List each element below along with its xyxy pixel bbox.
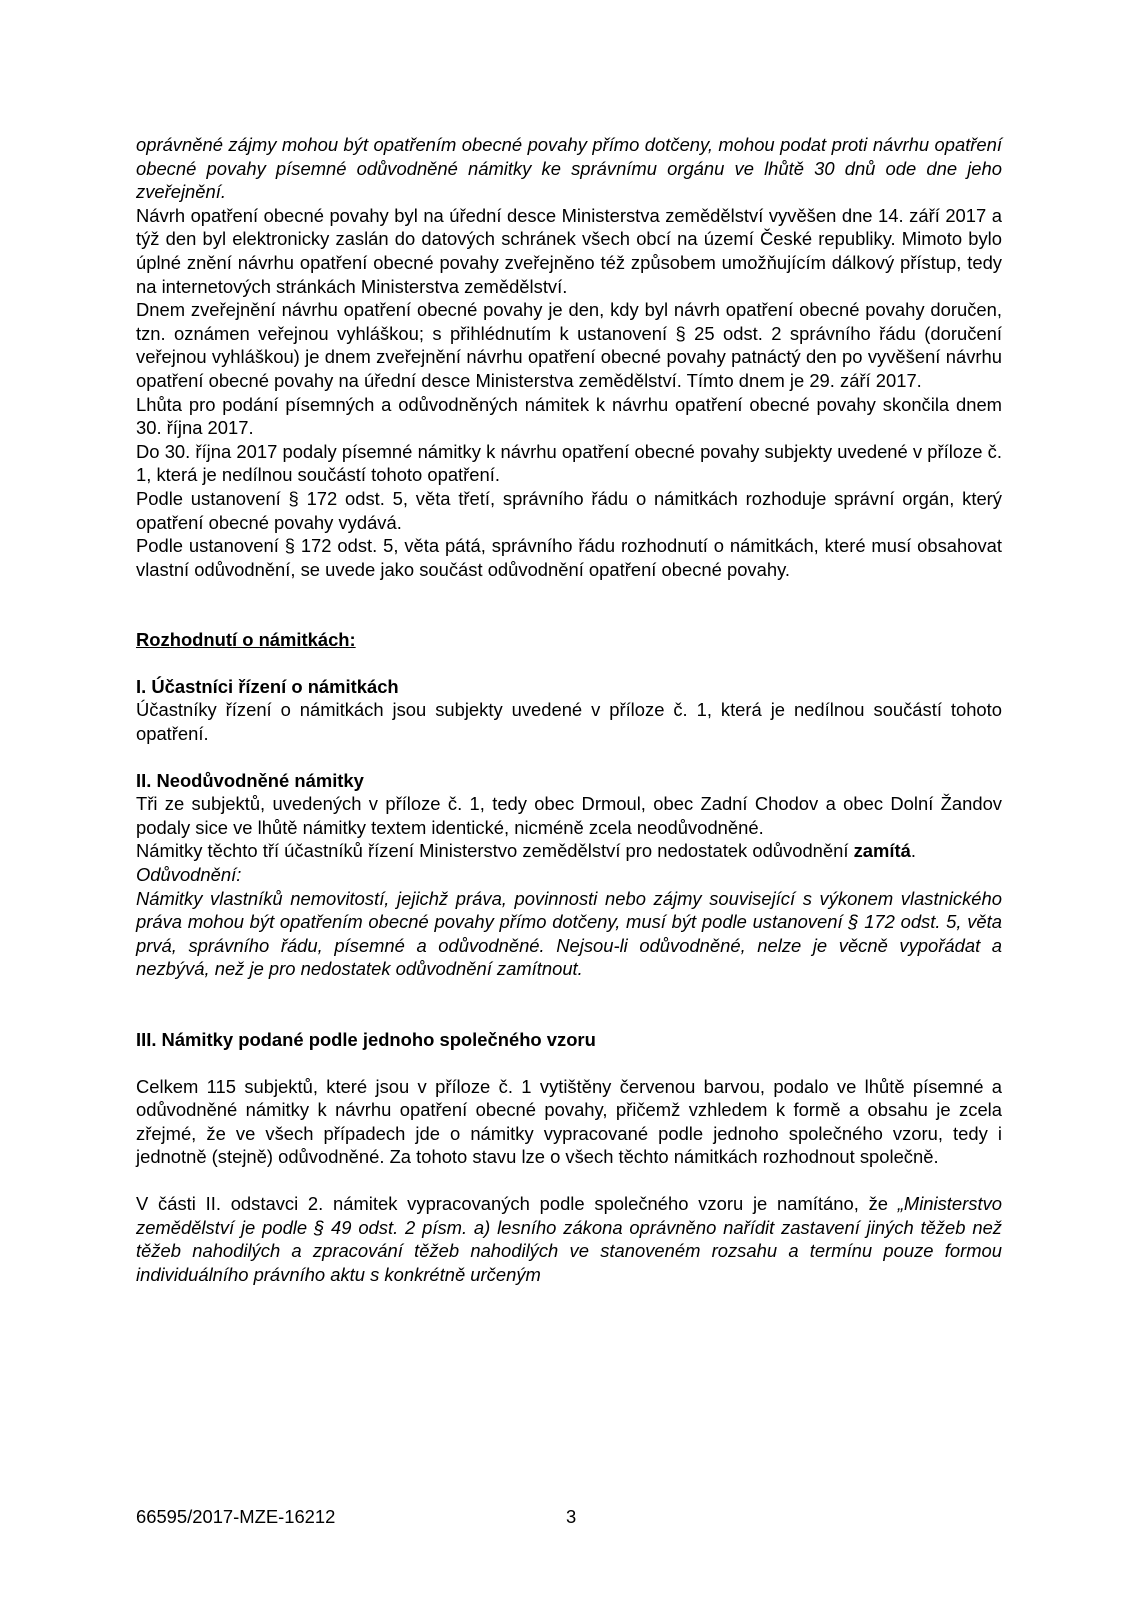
paragraph (136, 393, 1002, 440)
paragraph-text: Do 30. října 2017 podaly písemné námitky k návrhu opatření obecné povahy subjekty uvedené v příloze č. 1, která je nedílnou součástí tohoto opatření. (136, 440, 1002, 486)
spacer (136, 1052, 1002, 1075)
paragraph-tail: . (910, 840, 916, 862)
paragraph (136, 1075, 1002, 1169)
paragraph-text: III. Námitky podané podle jednoho společného vzoru (136, 1029, 596, 1050)
spacer (136, 652, 1002, 675)
document-reference: 66595/2017-MZE-16212 (136, 1506, 336, 1527)
spacer (136, 746, 1002, 769)
paragraph-text: Rozhodnutí o námitkách: (136, 629, 356, 651)
paragraph (136, 792, 1002, 839)
paragraph (136, 298, 1002, 392)
paragraph-text: Tři ze subjektů, uvedených v příloze č. 1, tedy obec Drmoul, obec Zadní Chodov a obec Dolní Žandov podaly sice ve lhůtě námitky textem identické, nicméně zcela neodůvodněné. (136, 793, 1002, 838)
spacer (136, 981, 1002, 1028)
spacer (136, 1169, 1002, 1192)
paragraph (136, 487, 1002, 534)
document-body (136, 133, 1002, 1286)
paragraph (136, 133, 1002, 204)
paragraph-text: Účastníky řízení o námitkách jsou subjekty uvedené v příloze č. 1, která je nedílnou součástí tohoto opatření. (136, 699, 1002, 745)
paragraph (136, 204, 1002, 298)
paragraph (136, 769, 1002, 793)
paragraph-text: oprávněné zájmy mohou být opatřením obecné povahy přímo dotčeny, mohou podat proti návrhu opatření obecné povahy písemné odůvodněné námitky ke správnímu orgánu ve lhůtě 30 dnů ode dne jeho zveřejnění. (136, 134, 1002, 203)
quoted-text: „Ministerstvo zemědělství je podle § 49 odst. 2 písm. a) lesního zákona oprávněno nařídit zastavení jiných těžeb než těžeb nahodilých a zpracování těžeb nahodilých ve stanoveném rozsahu a termínu pouze formou individuálního právního aktu s konkrétně určeným (136, 1192, 1002, 1285)
paragraph-text: Odůvodnění: (136, 864, 242, 886)
paragraph-text: Námitky těchto tří účastníků řízení Ministerstvo zemědělství pro nedostatek odůvodnění (136, 840, 854, 862)
paragraph-text: Námitky vlastníků nemovitostí, jejichž práva, povinnosti nebo zájmy související s výkonem vlastnického práva mohou být opatřením obecné povahy přímo dotčeny, musí být podle ustanovení § 172 odst. 5, věta prvá, správního řádu, písemné a odůvodněné. Nejsou-li odůvodněné, nelze je věcně vypořádat a nezbývá, než je pro nedostatek odůvodnění zamítnout. (136, 887, 1002, 980)
spacer (136, 581, 1002, 628)
paragraph-text: I. Účastníci řízení o námitkách (136, 675, 399, 697)
paragraph (136, 1192, 1002, 1286)
paragraph (136, 675, 1002, 699)
paragraph (136, 534, 1002, 581)
section-heading (136, 628, 1002, 652)
paragraph (136, 863, 1002, 887)
paragraph-text: Podle ustanovení § 172 odst. 5, věta třetí, správního řádu o námitkách rozhoduje správní orgán, který opatření obecné povahy vydává. (136, 487, 1002, 533)
paragraph (136, 1028, 1002, 1052)
paragraph-text: Lhůta pro podání písemných a odůvodněných námitek k návrhu opatření obecné povahy skončila dnem 30. října 2017. (136, 393, 1002, 439)
paragraph-text: Návrh opatření obecné povahy byl na úřední desce Ministerstva zemědělství vyvěšen dne 14. září 2017 a týž den byl elektronicky zaslán do datových schránek všech obcí na území České republiky. Mimoto bylo úplné znění návrhu opatření obecné povahy zveřejněno též způsobem umožňujícím dálkový přístup, tedy na internetových stránkách Ministerstva zemědělství. (136, 204, 1002, 297)
emphasis-text: zamítá (853, 840, 911, 862)
paragraph-text: Podle ustanovení § 172 odst. 5, věta pátá, správního řádu rozhodnutí o námitkách, které musí obsahovat vlastní odůvodnění, se uvede jako součást odůvodnění opatření obecné povahy. (136, 535, 1002, 580)
paragraph (136, 698, 1002, 745)
paragraph-text: V části II. odstavci 2. námitek vypracovaných podle společného vzoru je namítáno, že (136, 1192, 898, 1214)
page-number: 3 (566, 1506, 577, 1527)
paragraph (136, 887, 1002, 981)
paragraph (136, 839, 1002, 863)
paragraph (136, 440, 1002, 487)
paragraph-text: Dnem zveřejnění návrhu opatření obecné povahy je den, kdy byl návrh opatření obecné povahy doručen, tzn. oznámen veřejnou vyhláškou; s přihlédnutím k ustanovení § 25 odst. 2 správního řádu (doručení veřejnou vyhláškou) je dnem zveřejnění návrhu opatření obecné povahy patnáctý den po vyvěšení návrhu opatření obecné povahy na úřední desce Ministerstva zemědělství. Tímto dnem je 29. září 2017. (136, 299, 1002, 391)
paragraph-text: Celkem 115 subjektů, které jsou v příloze č. 1 vytištěny červenou barvou, podalo ve lhůtě písemné a odůvodněné námitky k návrhu opatření obecné povahy, přičemž vzhledem k formě a obsahu je zcela zřejmé, že ve všech případech jde o námitky vypracované podle jednoho společného vzoru, tedy i jednotně (stejně) odůvodněné. Za tohoto stavu lze o všech těchto námitkách rozhodnout společně. (136, 1075, 1002, 1168)
paragraph-text: II. Neodůvodněné námitky (136, 769, 364, 791)
